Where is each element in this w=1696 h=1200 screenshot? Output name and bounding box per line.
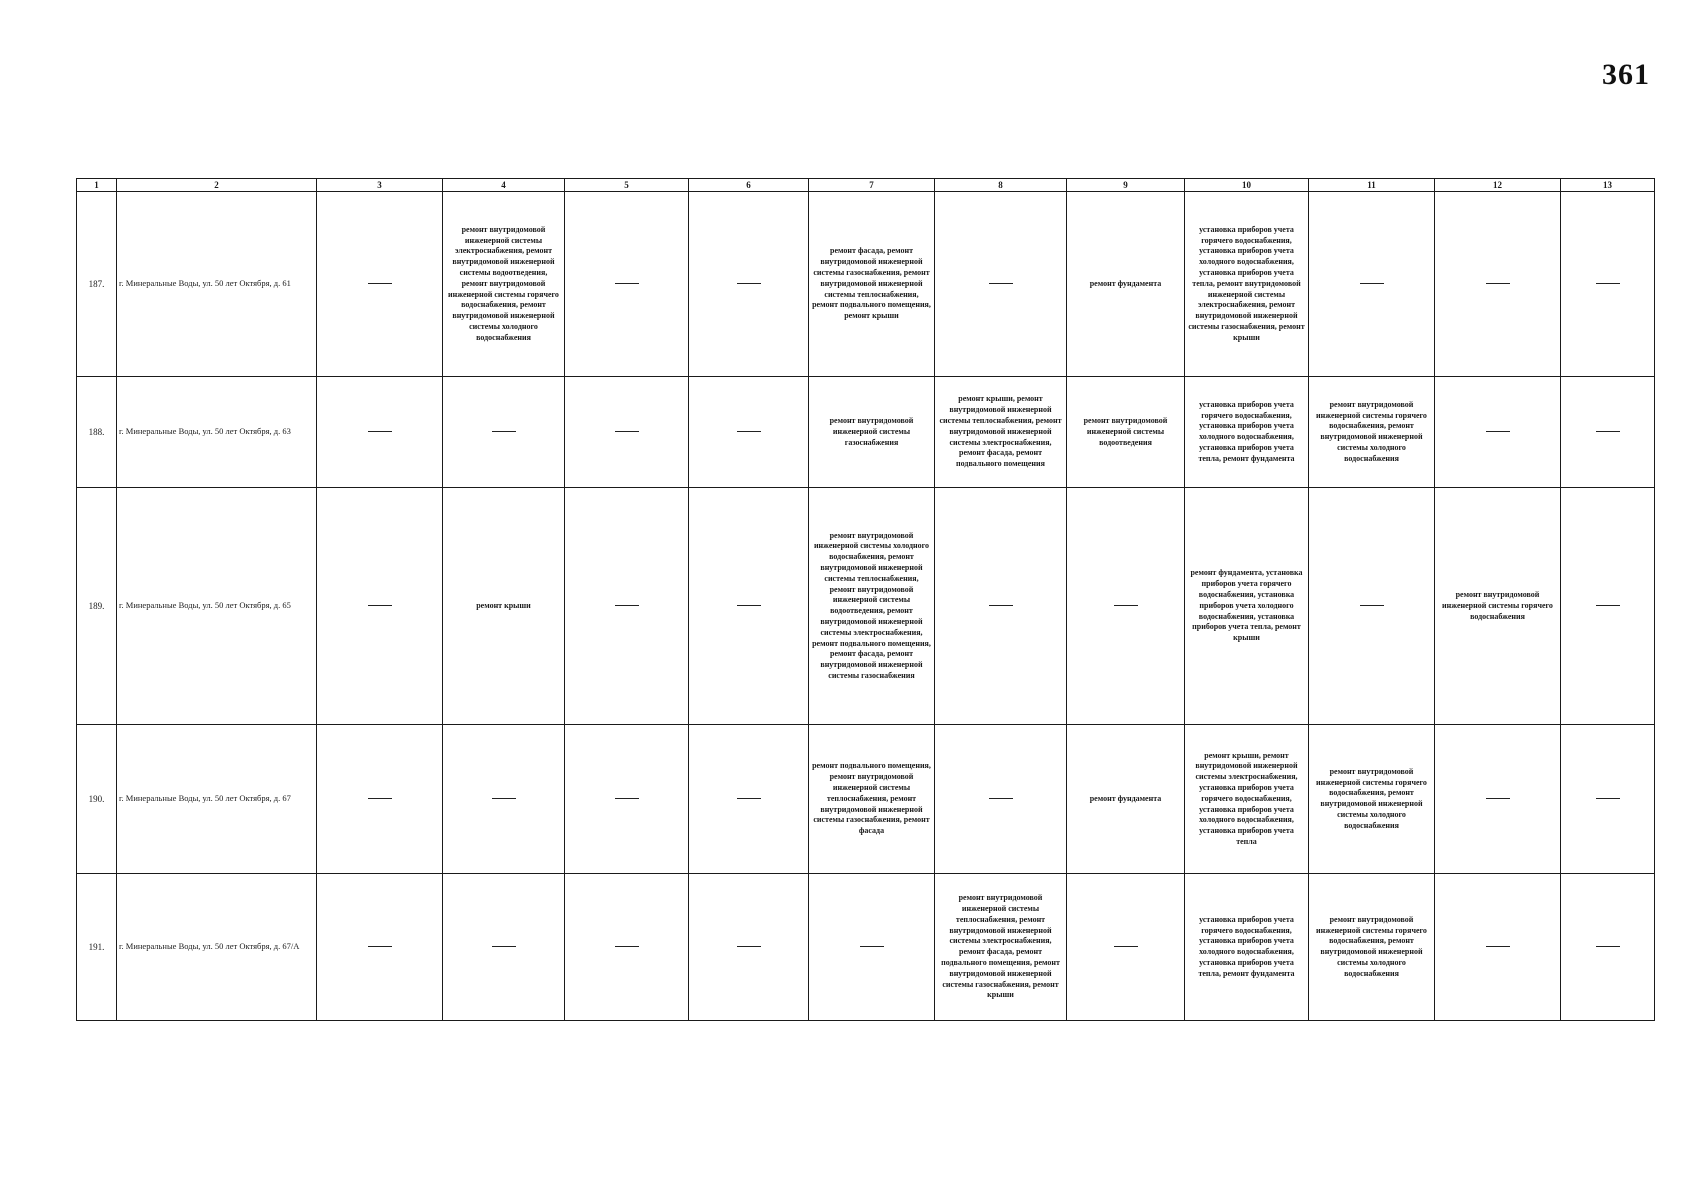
empty-dash (1486, 946, 1510, 947)
table-cell: ремонт внутридомовой инженерной системы холодного водоснабжения, ремонт внутридомовой инженерной системы теплоснабжения, ремонт внутридомовой инженерной системы водоотведения, ремонт внутридомовой инженерной системы электроснабжения, ремонт подвального помещения, ремонт фасада, ремонт внутридомовой инженерной системы газоснабжения (809, 488, 935, 725)
col-header-8: 8 (935, 179, 1067, 192)
empty-dash (737, 946, 761, 947)
table-cell: ремонт внутридомовой инженерной системы горячего водоснабжения, ремонт внутридомовой инженерной системы холодного водоснабжения (1309, 377, 1435, 488)
empty-dash (1596, 283, 1620, 284)
page-number: 361 (1602, 58, 1650, 91)
table-cell (443, 725, 565, 874)
table-cell: ремонт фундамента (1067, 725, 1185, 874)
col-header-13: 13 (1561, 179, 1655, 192)
table-cell (689, 488, 809, 725)
table-cell (317, 192, 443, 377)
empty-dash (737, 431, 761, 432)
table-cell: ремонт фундамента (1067, 192, 1185, 377)
row-number: 188. (77, 377, 117, 488)
repair-schedule-table-wrap (76, 178, 1655, 1021)
table-row (77, 192, 1655, 377)
empty-dash (989, 605, 1013, 606)
table-cell: ремонт внутридомовой инженерной системы теплоснабжения, ремонт внутридомовой инженерной системы электроснабжения, ремонт фасада, ремонт подвального помещения, ремонт внутридомовой инженерной системы газоснабжения, ремонт крыши (935, 874, 1067, 1021)
table-cell: ремонт внутридомовой инженерной системы газоснабжения (809, 377, 935, 488)
table-cell: ремонт внутридомовой инженерной системы электроснабжения, ремонт внутридомовой инженерной системы водоотведения, ремонт внутридомовой инженерной системы горячего водоснабжения, ремонт внутридомовой инженерной системы холодного водоснабжения (443, 192, 565, 377)
table-body (77, 192, 1655, 1021)
table-cell: установка приборов учета горячего водоснабжения, установка приборов учета холодного водоснабжения, установка приборов учета тепла, ремонт внутридомовой инженерной системы электроснабжения, ремонт внутридомовой инженерной системы газоснабжения, ремонт крыши (1185, 192, 1309, 377)
table-cell (689, 725, 809, 874)
table-cell (1435, 874, 1561, 1021)
col-header-11: 11 (1309, 179, 1435, 192)
empty-dash (368, 605, 392, 606)
row-number: 187. (77, 192, 117, 377)
table-cell: установка приборов учета горячего водоснабжения, установка приборов учета холодного водоснабжения, установка приборов учета тепла, ремонт фундамента (1185, 377, 1309, 488)
table-cell (689, 377, 809, 488)
table-cell (317, 725, 443, 874)
empty-dash (737, 283, 761, 284)
table-cell (565, 874, 689, 1021)
col-header-2: 2 (117, 179, 317, 192)
table-cell (1067, 488, 1185, 725)
empty-dash (615, 283, 639, 284)
row-address: г. Минеральные Воды, ул. 50 лет Октября, д. 61 (117, 192, 317, 377)
row-number: 191. (77, 874, 117, 1021)
empty-dash (615, 431, 639, 432)
empty-dash (989, 283, 1013, 284)
table-cell: ремонт крыши, ремонт внутридомовой инженерной системы электроснабжения, установка приборов учета горячего водоснабжения, установка приборов учета холодного водоснабжения, установка приборов учета тепла (1185, 725, 1309, 874)
row-address: г. Минеральные Воды, ул. 50 лет Октября, д. 65 (117, 488, 317, 725)
empty-dash (368, 431, 392, 432)
col-header-5: 5 (565, 179, 689, 192)
table-cell: ремонт крыши, ремонт внутридомовой инженерной системы теплоснабжения, ремонт внутридомовой инженерной системы электроснабжения, ремонт фасада, ремонт подвального помещения (935, 377, 1067, 488)
empty-dash (1114, 946, 1138, 947)
table-cell (689, 192, 809, 377)
table-cell: ремонт внутридомовой инженерной системы горячего водоснабжения (1435, 488, 1561, 725)
empty-dash (737, 798, 761, 799)
table-cell (565, 192, 689, 377)
table-cell (689, 874, 809, 1021)
empty-dash (1360, 605, 1384, 606)
table-cell: установка приборов учета горячего водоснабжения, установка приборов учета холодного водоснабжения, установка приборов учета тепла, ремонт фундамента (1185, 874, 1309, 1021)
col-header-7: 7 (809, 179, 935, 192)
table-cell (565, 377, 689, 488)
empty-dash (1114, 605, 1138, 606)
col-header-12: 12 (1435, 179, 1561, 192)
table-cell (1435, 377, 1561, 488)
table-cell (1067, 874, 1185, 1021)
table-cell (809, 874, 935, 1021)
table-cell (1435, 725, 1561, 874)
table-cell (317, 488, 443, 725)
row-number: 190. (77, 725, 117, 874)
col-header-10: 10 (1185, 179, 1309, 192)
empty-dash (368, 283, 392, 284)
repair-schedule-table (76, 178, 1655, 1021)
empty-dash (615, 605, 639, 606)
table-cell: ремонт внутридомовой инженерной системы горячего водоснабжения, ремонт внутридомовой инженерной системы холодного водоснабжения (1309, 725, 1435, 874)
table-cell (1309, 488, 1435, 725)
table-row (77, 488, 1655, 725)
table-cell (1561, 874, 1655, 1021)
empty-dash (492, 946, 516, 947)
empty-dash (615, 798, 639, 799)
empty-dash (492, 798, 516, 799)
table-cell: ремонт внутридомовой инженерной системы горячего водоснабжения, ремонт внутридомовой инженерной системы холодного водоснабжения (1309, 874, 1435, 1021)
table-cell (565, 725, 689, 874)
row-address: г. Минеральные Воды, ул. 50 лет Октября, д. 67 (117, 725, 317, 874)
row-number: 189. (77, 488, 117, 725)
empty-dash (1486, 431, 1510, 432)
table-cell (935, 192, 1067, 377)
table-cell (1435, 192, 1561, 377)
table-cell: ремонт подвального помещения, ремонт внутридомовой инженерной системы теплоснабжения, ремонт внутридомовой инженерной системы газоснабжения, ремонт фасада (809, 725, 935, 874)
table-row (77, 377, 1655, 488)
table-cell (1561, 488, 1655, 725)
table-cell: ремонт фундамента, установка приборов учета горячего водоснабжения, установка приборов учета холодного водоснабжения, установка приборов учета тепла, ремонт крыши (1185, 488, 1309, 725)
empty-dash (1486, 798, 1510, 799)
table-cell (565, 488, 689, 725)
table-cell (317, 874, 443, 1021)
table-cell (935, 725, 1067, 874)
empty-dash (1596, 946, 1620, 947)
col-header-4: 4 (443, 179, 565, 192)
table-cell (443, 377, 565, 488)
table-cell: ремонт фасада, ремонт внутридомовой инженерной системы газоснабжения, ремонт внутридомовой инженерной системы теплоснабжения, ремонт подвального помещения, ремонт крыши (809, 192, 935, 377)
col-header-9: 9 (1067, 179, 1185, 192)
empty-dash (1596, 431, 1620, 432)
empty-dash (860, 946, 884, 947)
col-header-3: 3 (317, 179, 443, 192)
empty-dash (368, 946, 392, 947)
table-cell (1561, 377, 1655, 488)
table-cell (443, 874, 565, 1021)
table-cell (317, 377, 443, 488)
table-cell: ремонт крыши (443, 488, 565, 725)
table-cell (1561, 725, 1655, 874)
header-row (77, 179, 1655, 192)
empty-dash (1596, 605, 1620, 606)
empty-dash (1596, 798, 1620, 799)
row-address: г. Минеральные Воды, ул. 50 лет Октября, д. 67/А (117, 874, 317, 1021)
table-row (77, 874, 1655, 1021)
empty-dash (989, 798, 1013, 799)
row-address: г. Минеральные Воды, ул. 50 лет Октября, д. 63 (117, 377, 317, 488)
empty-dash (1360, 283, 1384, 284)
empty-dash (1486, 283, 1510, 284)
table-cell (1309, 192, 1435, 377)
table-cell (1561, 192, 1655, 377)
empty-dash (737, 605, 761, 606)
empty-dash (492, 431, 516, 432)
table-row (77, 725, 1655, 874)
empty-dash (368, 798, 392, 799)
table-cell (935, 488, 1067, 725)
empty-dash (615, 946, 639, 947)
table-cell: ремонт внутридомовой инженерной системы водоотведения (1067, 377, 1185, 488)
col-header-1: 1 (77, 179, 117, 192)
col-header-6: 6 (689, 179, 809, 192)
